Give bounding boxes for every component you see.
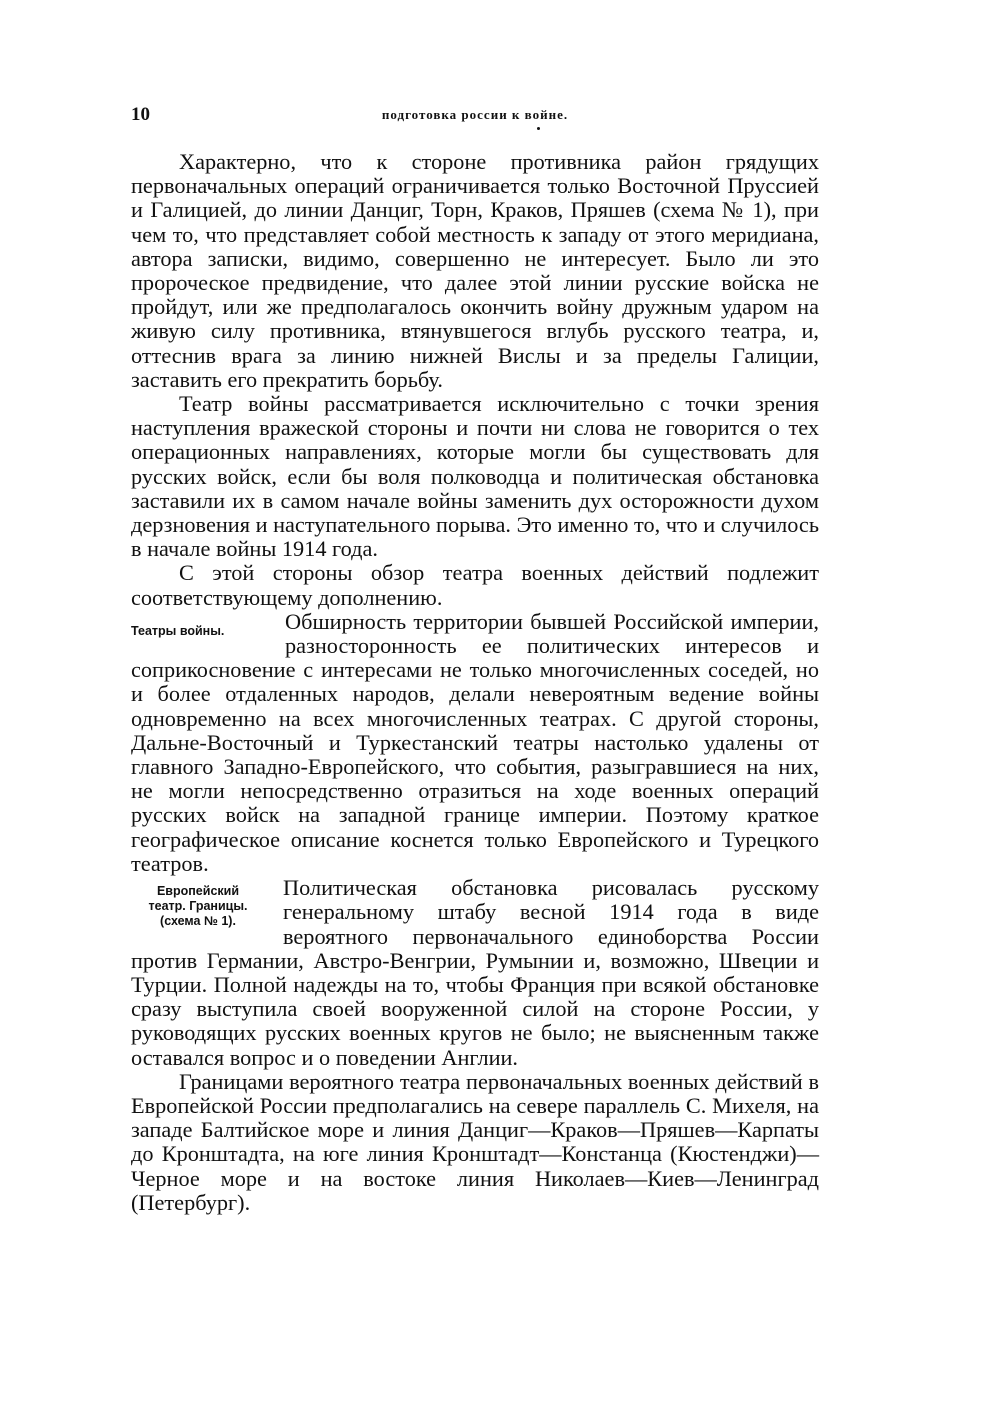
sidenote-line: Европейский	[156, 884, 240, 899]
paragraph: Обширность территории бывшей Российской империи, разносторонность ее политических интересов и соприкосновение с интересами не только многочисленных соседей, но и более отдаленных народов, делали невероятным ведение войны одновременно на всех многочисленных театрах. С другой стороны, Дальне-Восточный и Туркестанский театры настолько удалены от главного Западно-Европейского, что события, разыгравшиеся на них, не могли непосредственно отразиться на ходе военных операций русских войск на западной границе империи. Поэтому краткое географическое описание коснется только Европейского и Турецкого театров.	[131, 608, 819, 876]
sidenote-theaters: Театры войны.	[131, 623, 225, 638]
sidenote-line: (схема № 1).	[160, 914, 236, 929]
page-header	[131, 104, 819, 132]
paragraph: Политическая обстановка рисовалась русскому генеральному штабу весной 1914 года в виде вероятного первоначального единоборства России против Германии, Австро-Венгрии, Румынии и, возможно, Швеции и Турции. Полной надежды на то, чтобы Франция при всякой обстановке сразу выступила своей вооруженной силой на стороне России, у руководящих русских военных кругов не было; не выясненным также оставался вопрос и о поведении Англии.	[131, 875, 819, 1070]
sidenote-european-theater	[131, 884, 265, 929]
page-number: 10	[131, 104, 150, 125]
sidenote-line: театр. Границы.	[148, 899, 248, 914]
paragraph: Характерно, что к стороне противника район грядущих первоначальных операций ограничивается только Восточной Пруссией и Галицией, до линии Данциг, Торн, Краков, Пряшев (схема № 1), при чем то, что представляет собой местность к западу от этого меридиана, автора записки, видимо, совершенно не интересует. Было ли это пророческое предвидение, что далее этой линии русские войска не пройдут, или же предполагалось окончить войну дружным ударом на живую силу противника, втянувшегося вглубь русского театра, и, оттеснив врага за линию нижней Вислы и за пределы Галиции, заставить его прекратить борьбу.	[131, 149, 819, 392]
running-title: подготовка россии к войне.	[381, 107, 569, 122]
paragraph: С этой стороны обзор театра военных действий подлежит соответствующему дополнению.	[131, 560, 819, 610]
paragraph: Театр войны рассматривается исключительно с точки зрения наступления вражеской стороны и почти ни слова не говорится о тех операционных направлениях, которые могли бы существовать для русских войск, если бы воля полководца и политическая обстановка заставили их в самом начале войны заменить дух осторожности духом дерзновения и наступательного порыва. Это именно то, что и случилось в начале войны 1914 года.	[131, 391, 819, 562]
print-speck	[537, 127, 540, 130]
body-text	[131, 150, 819, 1215]
paragraph: Границами вероятного театра первоначальных военных действий в Европейской России предполагались на севере параллель С. Михеля, на западе Балтийское море и линия Данциг—Краков—Пряшев—Карпаты до Кронштадта, на юге линия Кронштадт—Констанца (Кюстенджи)—Черное море и на востоке линия Николаев—Киев—Ленинград (Петербург).	[131, 1068, 819, 1215]
